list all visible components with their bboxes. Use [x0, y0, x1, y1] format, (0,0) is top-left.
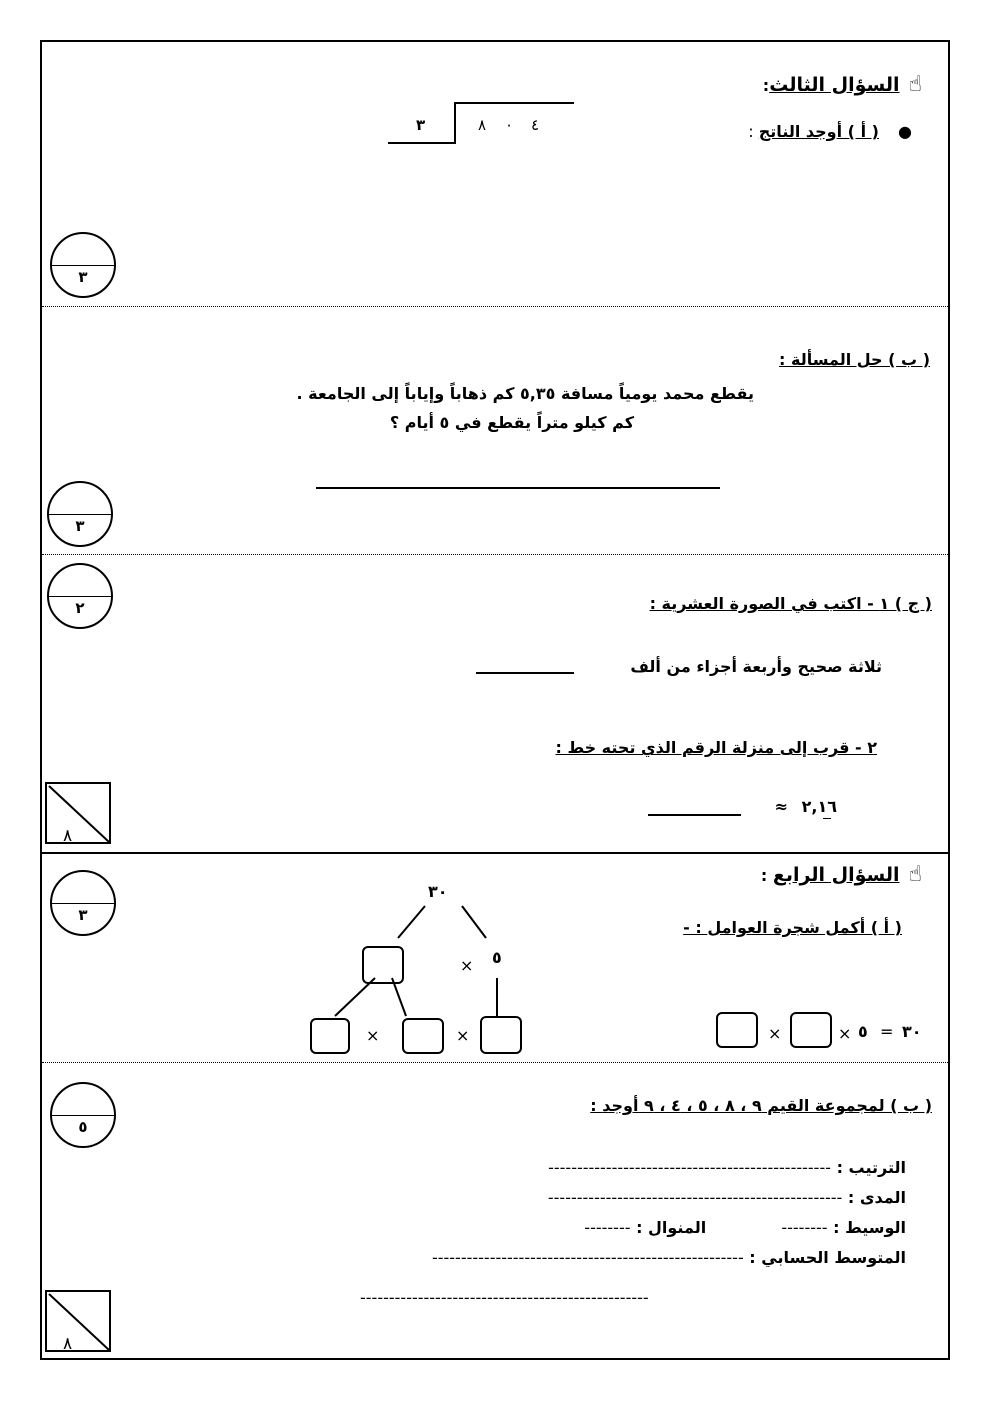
long-division [388, 102, 578, 147]
dividend-digit: ٤ [531, 116, 540, 134]
q3-c-label: ( ج ) ١ - اكتب في الصورة العشرية : [649, 594, 932, 613]
times-sign: × [838, 1024, 852, 1043]
divisor: ٣ [416, 116, 426, 134]
diagonal-mark [47, 784, 109, 842]
tree-root: ٣٠ [428, 882, 448, 901]
factor-equation [712, 1012, 942, 1052]
answer-box[interactable] [480, 1016, 522, 1054]
range-row: المدى : --------------------------------------------------- [547, 1188, 906, 1207]
q3-c-text: ثلاثة صحيح وأربعة أجزاء من ألف [630, 657, 882, 676]
bullet-icon: ● [898, 122, 912, 141]
mean-answer-line: -------------------------------------------------- [360, 1288, 649, 1307]
q4-header: ☝ السؤال الرابع : [760, 862, 922, 887]
q4-b-label: ( ب ) لمجموعة القيم ٩ ، ٨ ، ٥ ، ٤ ، ٩ أوجد : [590, 1096, 932, 1115]
hand-icon: ☝ [908, 72, 922, 97]
underline-mark [823, 818, 831, 819]
factor-tree [300, 880, 540, 1060]
total-score-box: ٨ [45, 782, 111, 844]
answer-box[interactable] [790, 1012, 832, 1048]
answer-line [316, 487, 720, 489]
q4-a-label: ( أ ) أكمل شجرة العوامل : - [683, 918, 902, 937]
mean-row: المتوسط الحسابي : ------------------------------------------------------ [431, 1248, 906, 1267]
separator [42, 306, 950, 307]
approx-sign: ≈ [774, 797, 789, 816]
equation-lhs: ٣٠ [902, 1022, 922, 1041]
q3-b-line2: كم كيلو متراً يقطع في ٥ أيام ؟ [389, 413, 634, 432]
score-circle: ٣ [47, 481, 113, 547]
total-score-box: ٨ [45, 1290, 111, 1352]
separator [42, 554, 950, 555]
answer-box[interactable] [716, 1012, 758, 1048]
tree-factor: ٥ [492, 948, 502, 967]
q3-a-label: ( أ ) أوجد الناتج [758, 122, 879, 141]
q3-b-label: ( ب ) حل المسألة : [779, 350, 930, 369]
answer-box[interactable] [362, 946, 404, 984]
times-sign: × [366, 1026, 380, 1045]
separator [42, 1062, 950, 1063]
answer-box[interactable] [402, 1018, 444, 1054]
answer-line [476, 672, 574, 674]
q3-b-line1: يقطع محمد يومياً مسافة ٥,٣٥ كم ذهاباً وإياباً إلى الجامعة . [296, 384, 754, 403]
equals-sign: = [880, 1022, 894, 1041]
median-mode-row: الوسيط : -------- المنوال : -------- [584, 1218, 906, 1237]
diagonal-mark [47, 1292, 109, 1350]
hand-icon: ☝ [908, 862, 922, 887]
dividend-digit: ٨ [478, 116, 487, 134]
q3-c2-question [775, 797, 837, 816]
score-circle: ٣ [50, 870, 116, 936]
score-circle: ٥ [50, 1082, 116, 1148]
q3-header: ☝ السؤال الثالث: [762, 72, 922, 97]
answer-line [648, 814, 741, 816]
dividend-digit: ٠ [505, 116, 514, 134]
equation-factor: ٥ [858, 1022, 868, 1041]
times-sign: × [460, 956, 474, 975]
score-circle: ٣ [50, 232, 116, 298]
score-circle: ٢ [47, 563, 113, 629]
order-row: الترتيب : ------------------------------------------------- [548, 1158, 906, 1177]
q3-title: السؤال الثالث [769, 74, 900, 96]
q3-a-header: ● ( أ ) أوجد الناتج : [748, 122, 912, 141]
section-divider [42, 852, 950, 854]
rounding-number: ٢,١٦ [801, 797, 837, 816]
times-sign: × [768, 1024, 782, 1043]
q3-c2-label: ٢ - قرب إلى منزلة الرقم الذي تحته خط : [555, 738, 877, 757]
times-sign: × [456, 1026, 470, 1045]
q4-title: السؤال الرابع [772, 864, 900, 886]
answer-box[interactable] [310, 1018, 350, 1054]
